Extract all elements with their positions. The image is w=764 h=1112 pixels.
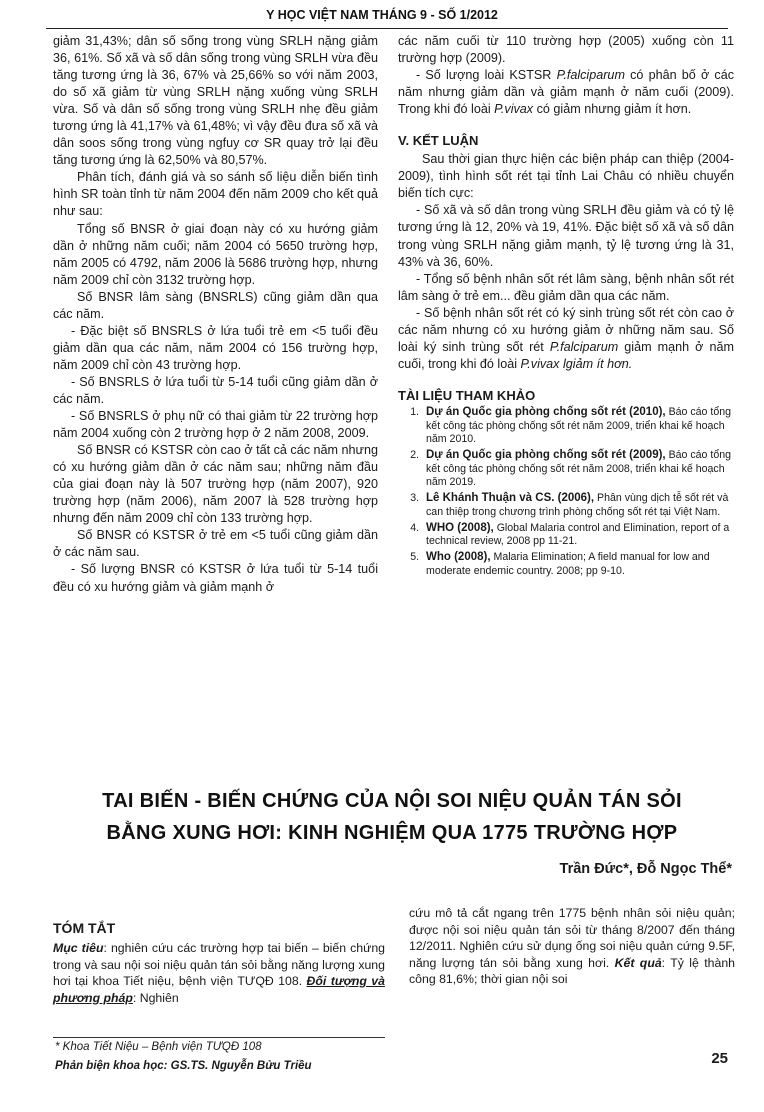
bullet-paragraph: - Số BNSRLS ở lứa tuổi từ 5-14 tuổi cũng giảm dần ở các năm. [53, 374, 378, 406]
reference-list [398, 406, 734, 578]
right-column [398, 33, 734, 580]
paragraph: các năm cuối từ 110 trường hợp (2005) xuống còn 11 trường hợp (2009). [398, 34, 734, 66]
text-run: : Nghiên [132, 990, 179, 1005]
reference-item [422, 406, 734, 447]
footnote-rule [53, 1037, 385, 1038]
paragraph: Tổng số BNSR ở giai đoạn này có xu hướng giảm dần ở những năm cuối; năm 2004 có 5650 trường hợp, năm 2005 có 4792, năm 2006 là 5686 trường hợp, nhưng năm 2009 chỉ còn 3132 trường hợp. [53, 221, 378, 287]
references-heading: TÀI LIỆU THAM KHẢO [398, 387, 536, 403]
bullet-paragraph [398, 305, 734, 373]
abstract-heading: TÓM TẮT [53, 920, 116, 936]
text-run: có giảm nhưng giảm ít hơn. [533, 102, 692, 117]
paragraph: Số BNSR có KSTSR còn cao ở tất cả các năm nhưng có xu hướng giảm dần ở các năm sau; những năm đầu của giai đoạn này là 507 trường hợp (năm 2007), 920 trường hợp (năm 2006), năm 2007 là 528 trường hợp nhưng đến năm 2009 chỉ còn 133 trường hợp. [53, 443, 378, 526]
text-run: - Số bệnh nhân sốt rét có ký sinh trùng sốt rét còn cao ở các năm nhưng có xu hướng giảm ở những năm sau. Số loài ký sinh trùng sốt rét [398, 305, 734, 354]
species-name: P.vivax [494, 102, 534, 117]
abstract-right [409, 905, 735, 988]
left-column [53, 33, 378, 596]
bullet-paragraph [398, 67, 734, 118]
paragraph: Số BNSR lâm sàng (BNSRLS) cũng giảm dần qua các năm. [53, 289, 378, 321]
footnote-affiliation: * Khoa Tiết Niệu – Bệnh viện TƯQĐ 108 [55, 1041, 262, 1053]
bullet-paragraph: - Số BNSRLS ở phụ nữ có thai giảm từ 22 trường hợp năm 2004 xuống còn 2 trường hợp ở 2 năm 2008, 2009. [53, 409, 378, 441]
abstract-paragraph [53, 940, 385, 1006]
reference-author: Who (2008), [426, 550, 491, 563]
methods-label: Đối tượng và phương pháp [53, 974, 385, 1005]
reference-text: Global Malaria control and Elimination, report of a technical review, 2008 pp 11-21. [426, 521, 730, 548]
paragraph: giảm 31,43%; dân số sống trong vùng SRLH nặng giảm 36, 61%. Số xã và số dân sống trong vùng SRLH vừa đều tăng tương ứng là 36, 67% và 25,66% so với năm 2003, do số xã giảm từ vùng SRLH nặng xuống vùng SRLH vừa. Số và dân số sống trong vùng SRLH nhẹ đều giảm tương ứng là 41,17% và 61,48%; vì vậy đều đưa số xã và dân soos sống trong vùng ngfuy cơ SR quay trở lại đều tăng tương ứng là 62,50% và 80,57%. [53, 34, 378, 168]
reference-author: Dự án Quốc gia phòng chống sốt rét (2010), [426, 405, 666, 418]
section-heading: V. KẾT LUẬN [398, 133, 479, 149]
reference-author: WHO (2008), [426, 521, 494, 534]
reference-text: Phân vùng dịch tễ sốt rét và can thiệp trong chương trình phòng chống sốt rét tại Việt Nam. [426, 492, 729, 518]
text-run: : nghiên cứu các trường hợp tai biến – biến chứng trong và sau nội soi niệu quản tán sỏi bằng năng lượng xung hơi tại khoa Tiết niệu, bệnh viện TƯQĐ 108. [53, 941, 386, 988]
article-title-line-1: TAI BIẾN - BIẾN CHỨNG CỦA NỘI SOI NIỆU QUẢN TÁN SỎI [102, 790, 682, 812]
species-name: P.falciparum [549, 339, 619, 354]
reference-text: Malaria Elimination; A field manual for low and moderate endemic country. 2008; pp 9-10. [426, 550, 710, 577]
article-authors: Trần Đức*, Đỗ Ngọc Thể* [559, 861, 732, 877]
species-name: P.falciparum [556, 68, 625, 83]
bullet-paragraph: - Tổng số bệnh nhân sốt rét lâm sàng, bệnh nhân sốt rét lâm sàng ở trẻ em... đều giảm dần qua các năm. [398, 271, 734, 303]
text-run: giảm mạnh ở năm cuối, trong khi đó loài [398, 339, 734, 371]
reference-item [422, 492, 734, 519]
paragraph: Phân tích, đánh giá và so sánh số liệu diễn biến tình hình SR toàn tỉnh từ năm 2004 đến năm 2009 cho kết quả như sau: [53, 170, 378, 219]
reference-item [422, 449, 734, 490]
page-number: 25 [711, 1050, 728, 1067]
paragraph: Số BNSR có KSTSR ở trẻ em <5 tuổi cũng giảm dần ở các năm sau. [53, 528, 378, 560]
bullet-paragraph: - Số xã và số dân trong vùng SRLH đều giảm và có tỷ lệ tương ứng là 12, 20% và 19, 41%. Đặc biệt số xã và số dân trong vùng SRLH nặng giảm mạnh, tỷ lệ tương ứng là 31, 43% và 36, 60%. [398, 203, 734, 269]
abstract-left [53, 940, 385, 1006]
reference-author: Lê Khánh Thuận và CS. (2006), [426, 492, 595, 505]
header-rule [46, 28, 728, 29]
reference-text: Báo cáo tổng kết công tác phòng chống sốt rét năm 2009, triển khai kế hoạch năm 2010. [426, 405, 732, 446]
text-run: - Số lượng loài KSTSR [416, 68, 557, 83]
reference-text: Báo cáo tổng kết công tác phòng chống sốt rét năm 2008, triển khai kế hoạch năm 2019. [426, 449, 732, 489]
text-run: cứu mô tả cắt ngang trên 1775 bệnh nhân sỏi niệu quản; được nội soi niệu quản tán sỏi từ tháng 8/2007 đến tháng 12/2011. Nghiên cứu sử dụng ống soi niệu quản cứng 9.5F, năng lượng tán sỏi bằng xung hơi. [409, 906, 735, 970]
bullet-paragraph: - Số lượng BNSR có KSTSR ở lứa tuổi từ 5-14 tuổi đều có xu hướng giảm và giảm mạnh ở [53, 562, 378, 594]
reference-item [422, 522, 734, 549]
paragraph: Sau thời gian thực hiện các biện pháp can thiệp (2004-2009), tình hình sốt rét tại tỉnh Lai Châu có nhiều chuyển biến tích cực: [398, 152, 734, 201]
results-label: Kết quả [614, 955, 662, 970]
abstract-paragraph [409, 905, 735, 988]
text-run: : Tỷ lệ thành công 81,6%; thời gian nội soi [409, 955, 736, 986]
footnote-reviewer: Phản biện khoa học: GS.TS. Nguyễn Bửu Triều [55, 1060, 312, 1072]
article-title-line-2: BẰNG XUNG HƠI: KINH NGHIỆM QUA 1775 TRƯỜNG HỢP [106, 822, 678, 844]
text-run: có phân bố ở các năm nhưng giảm dần và giảm mạnh ở năm cuối (2009). Trong khi đó loài [398, 68, 734, 117]
objective-label: Mục tiêu [53, 941, 104, 955]
reference-item [422, 551, 734, 578]
reference-author: Dự án Quốc gia phòng chống sốt rét (2009), [426, 449, 666, 462]
species-name: P.vivax lgiảm ít hơn. [520, 356, 633, 371]
running-header: Y HỌC VIỆT NAM THÁNG 9 - SỐ 1/2012 [266, 8, 498, 22]
bullet-paragraph: - Đặc biệt số BNSRLS ở lứa tuổi trẻ em <5 tuổi đều giảm dần qua các năm, năm 2004 có 156 trường hợp, năm 2009 chỉ còn 43 trường hợp. [53, 323, 378, 372]
